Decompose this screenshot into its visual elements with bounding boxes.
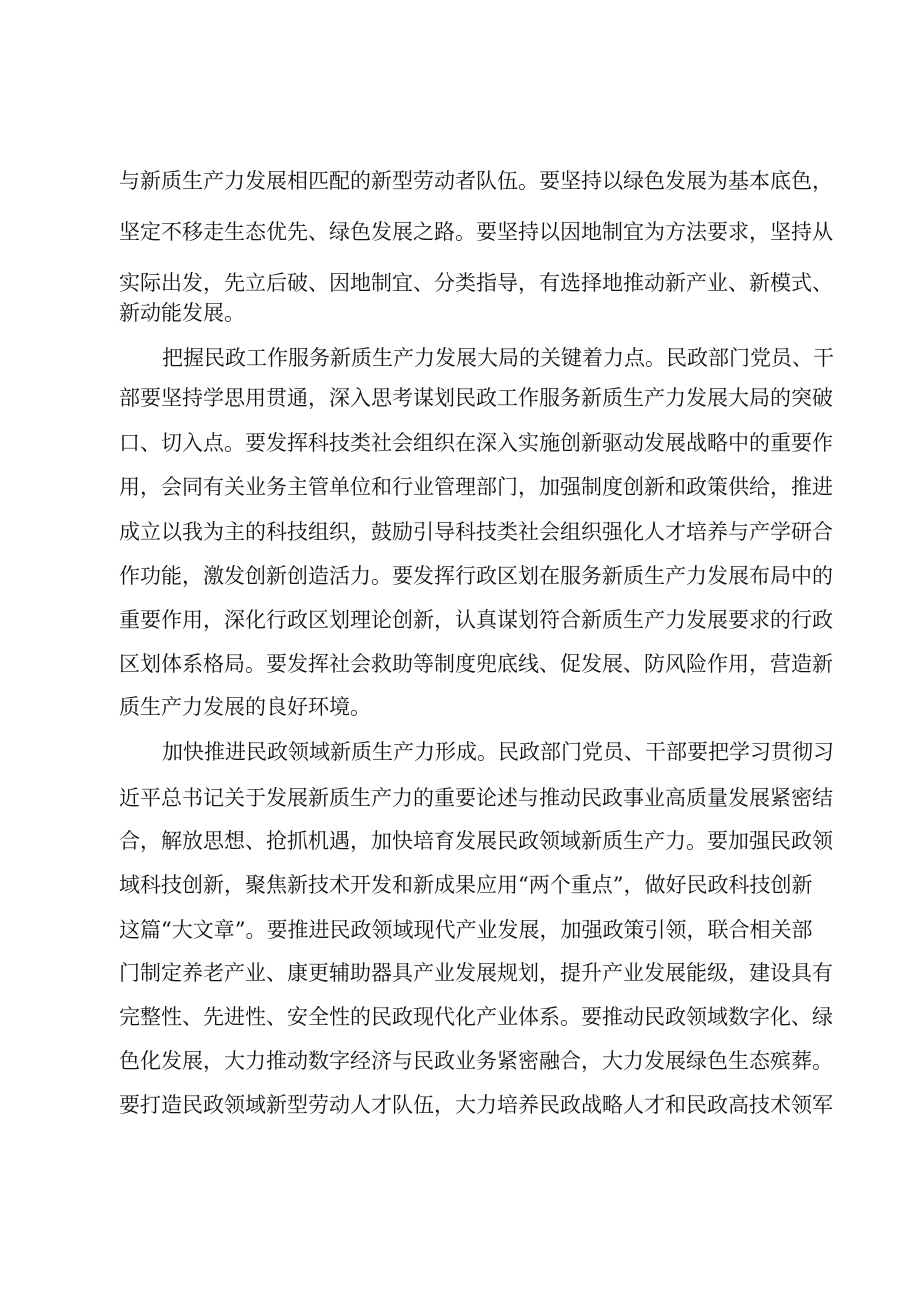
text-line: 部要坚持学思用贯通，深入思考谋划民政工作服务新质生产力发展大局的突破 — [119, 386, 833, 410]
text-line: 口、切入点。要发挥科技类社会组织在深入实施创新驱动发展战略中的重要作 — [119, 431, 833, 455]
text-line: 重要作用，深化行政区划理论创新，认真谋划符合新质生产力发展要求的行政 — [119, 608, 833, 632]
text-line: 色化发展，大力推动数字经济与民政业务紧密融合，大力发展绿色生态殡葬。 — [119, 1049, 833, 1073]
text-line: 质生产力发展的良好环境。 — [119, 695, 371, 719]
text-line: 与新质生产力发展相匹配的新型劳动者队伍。要坚持以绿色发展为基本底色， — [119, 169, 833, 193]
text-line: 实际出发，先立后破、因地制宜、分类指导，有选择地推动新产业、新模式、 — [119, 271, 833, 295]
paragraph-first-line: 把握民政工作服务新质生产力发展大局的关键着力点。民政部门党员、干 — [162, 346, 834, 370]
text-line: 用，会同有关业务主管单位和行业管理部门，加强制度创新和政策供给，推进 — [119, 475, 833, 499]
text-line: 作功能，激发创新创造活力。要发挥行政区划在服务新质生产力发展布局中的 — [119, 564, 833, 588]
paragraph-first-line: 加快推进民政领域新质生产力形成。民政部门党员、干部要把学习贯彻习 — [162, 740, 834, 764]
text-line: 域科技创新，聚焦新技术开发和新成果应用“两个重点”，做好民政科技创新 — [119, 873, 813, 897]
text-line: 要打造民政领域新型劳动人才队伍，大力培养民政战略人才和民政高技术领军 — [119, 1093, 833, 1117]
text-line: 近平总书记关于发展新质生产力的重要论述与推动民政事业高质量发展紧密结 — [119, 786, 833, 810]
text-line: 完整性、先进性、安全性的民政现代化产业体系。要推动民政领域数字化、绿 — [119, 1005, 833, 1029]
text-line: 区划体系格局。要发挥社会救助等制度兜底线、促发展、防风险作用，营造新 — [119, 652, 833, 676]
text-line: 坚定不移走生态优先、绿色发展之路。要坚持以因地制宜为方法要求，坚持从 — [119, 220, 833, 244]
text-line: 新动能发展。 — [119, 301, 245, 325]
text-line: 合，解放思想、抢抓机遇，加快培育发展民政领域新质生产力。要加强民政领 — [119, 829, 833, 853]
text-line: 这篇“大文章”。要推进民政领域现代产业发展，加强政策引领，联合相关部 — [119, 918, 813, 942]
text-line: 成立以我为主的科技组织，鼓励引导科技类社会组织强化人才培养与产学研合 — [119, 520, 833, 544]
text-line: 门制定养老产业、康更辅助器具产业发展规划，提升产业发展能级，建设具有 — [119, 961, 833, 985]
